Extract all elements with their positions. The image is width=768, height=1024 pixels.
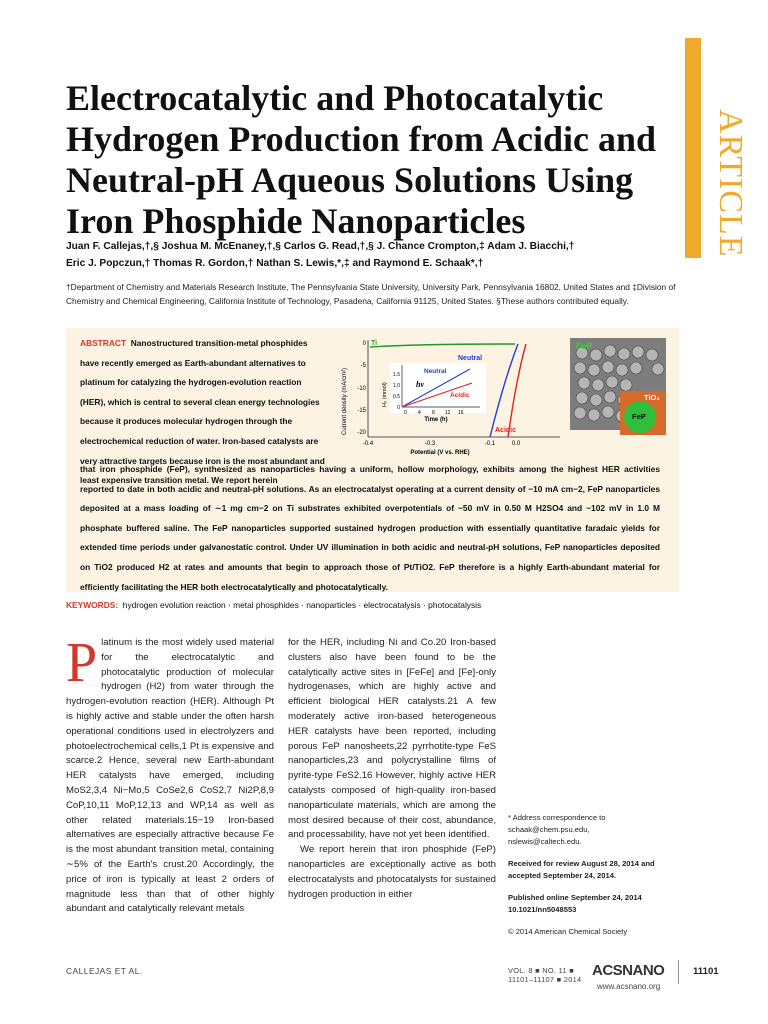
inset-x-tick-4: 16 [458, 410, 464, 416]
x-tick-1: -0.3 [424, 441, 436, 447]
received-dates: Received for review August 28, 2014 and accepted September 24, 2014. [508, 859, 655, 880]
toc-figure [340, 335, 668, 457]
doi[interactable]: 10.1021/nn5048553 [508, 905, 577, 914]
abstract-label: ABSTRACT [80, 338, 127, 348]
journal-website-link[interactable]: www.acsnano.org [597, 982, 661, 991]
inset-y-tick-3: 0 [397, 405, 400, 411]
inset-neutral-label: Neutral [424, 368, 447, 375]
keywords-label: KEYWORDS: [66, 600, 119, 610]
ti-label: Ti [371, 340, 378, 347]
inset-x-tick-1: 4 [418, 410, 421, 416]
neutral-curve [490, 344, 518, 437]
email-2[interactable]: nslewis@caltech.edu. [508, 837, 582, 846]
x-axis-label: Potential (V vs. RHE) [410, 450, 470, 456]
acidic-label: Acidic [495, 427, 517, 434]
authors-line-2: Eric J. Popczun,† Thomas R. Gordon,† Nathan S. Lewis,*,‡ and Raymond E. Schaak*,† [66, 258, 484, 269]
hv-label: hv [416, 380, 424, 389]
keywords [66, 600, 679, 610]
footer-divider [678, 960, 679, 984]
authors-line-1: Juan F. Callejas,†,§ Joshua M. McEnaney,†,§ Carlos G. Read,†,§ J. Chance Crompton,‡ Adam J. Biacchi,† [66, 241, 575, 252]
body-col2-paragraph-2: We report herein that iron phosphide (FeP) nanoparticles are exceptionally active as both electrocatalysts and photocatalysts for sustained hydrogen production in either [288, 844, 496, 900]
body-column-2 [288, 636, 496, 902]
footer-authors: CALLEJAS ET AL. [66, 966, 143, 976]
inset-x-tick-2: 8 [432, 410, 435, 416]
article-notes [508, 812, 668, 948]
article-tab-bar [685, 38, 701, 258]
acsnano-logo: ACSNANO [592, 962, 665, 979]
x-tick-3: 0.0 [511, 441, 521, 447]
article-title: Electrocatalytic and Photocatalytic Hydrogen Production from Acidic and Neutral-pH Aqueous Solutions Using Iron Phosphide Nanoparticles [66, 78, 657, 241]
tio2-label: TiO₂ [644, 393, 660, 402]
y-tick-1: -5 [360, 363, 366, 369]
body-col2-paragraph-1: for the HER, including Ni and Co.20 Iron-based clusters also have been found to be the catalytically active sites in [FeFe] and [Fe]-only hydrogenases, which are highly active and efficient biological HER catalysts.21 A few moderately active iron-based heterogeneous HER catalysts have been reported, including porous FeP nanosheets,22 pyrrhotite-type FeS nanoparticles,23 and polycrystalline films of pyrite-type FeS2.16 However, highly active HER catalysts composed of high-quality iron-based nanoparticulate materials, which are among the most desired because of their cost, abundance, and processability, have not yet been identified. [288, 637, 496, 841]
affiliations: †Department of Chemistry and Materials Research Institute, The Pennsylvania State University, University Park, Pennsylvania 16802, United States and ‡Division of Chemistry and Chemical Engineering, California Institute of Technology, Pasadena, California 91125, United States. §These authors contributed equally. [66, 282, 676, 306]
inset-y-tick-1: 1.0 [393, 383, 400, 389]
author-list [66, 238, 666, 272]
footer-volume: VOL. 8 ■ NO. 11 ■ 11101–11107 ■ 2014 [508, 966, 582, 984]
inset-y-tick-0: 1.5 [393, 372, 400, 378]
inset-acidic-label: Acidic [450, 392, 470, 399]
inset-x-tick-0: 0 [404, 410, 407, 416]
body-column-1 [66, 632, 274, 917]
y-tick-2: -10 [357, 386, 366, 392]
inset-y-label: H₂ (mmol) [382, 382, 388, 407]
fep-image-label: FeP [576, 341, 593, 351]
page-number: 11101 [693, 966, 719, 977]
keywords-text: hydrogen evolution reaction · metal phosphides · nanoparticles · electrocatalysis · photocatalysis [122, 600, 482, 610]
abstract-full: that iron phosphide (FeP), synthesized as nanoparticles having a uniform, hollow morphology, exhibits among the highest HER activities reported to date in both acidic and neutral-pH solutions. As an electrocatalyst operating at a current density of −10 mA cm−2, FeP nanoparticles deposited at a mass loading of ∼1 mg cm−2 on Ti substrates exhibited overpotentials of −50 mV in 0.50 M H2SO4 and −102 mV in 1.0 M phosphate buffered saline. The FeP nanoparticles supported sustained hydrogen production with essentially quantitative faradaic yields for extended time periods under galvanostatic control. Under UV illumination in both acidic and neutral-pH solutions, FeP nanoparticles deposited on TiO2 produced H2 at rates and amounts that begin to approach those of Pt/TiO2. FeP therefore is a highly Earth-abundant material for efficiently facilitating the HER both electrocatalytically and photocatalytically. [80, 464, 660, 592]
correspondence-label: * Address correspondence to [508, 813, 606, 822]
y-tick-0: 0 [362, 341, 366, 347]
published-date: Published online September 24, 2014 [508, 893, 642, 902]
neutral-label: Neutral [458, 355, 483, 362]
x-tick-0: -0.4 [362, 441, 374, 447]
copyright: © 2014 American Chemical Society [508, 927, 628, 936]
y-tick-3: -15 [357, 408, 366, 414]
body-col1-text: latinum is the most widely used material for the electrocatalytic and photocatalytic production of molecular hydrogen (H2) from water through the hydrogen-evolution reaction (HER). Although Pt is highly active and stable under the often harsh operational conditions used in electrolyzers and photoelectrochemical cells,1 Pt is expensive and scarce.2 Hence, several new Earth-abundant HER catalysts have emerged, including MoS2,3,4 Ni−Mo,5 CoSe2,6 CoS2,7 Ni2P,8,9 CoP,10,11 MoP,12,13 and WP,14 as well as other related materials.15−19 Iron-based alternatives are especially attractive because Fe is the most abundant transition metal, containing ∼5% of the Earth's crust.20 Accordingly, the price of iron is typically at least 2 orders of magnitude less than that of other highly abundant and catalytically relevant metals [66, 637, 274, 915]
inset-x-tick-3: 12 [445, 410, 451, 416]
inset-y-tick-2: 0.5 [393, 394, 400, 400]
ti-curve [370, 344, 515, 347]
drop-cap: P [66, 632, 98, 694]
abstract-left-text: Nanostructured transition-metal phosphides have recently emerged as Earth-abundant alternatives to platinum for catalyzing the hydrogen-evolution reaction (HER), which is central to several clean energy technologies because it produces molecular hydrogen through the electrochemical reduction of water. Iron-based catalysts are very attractive targets because iron is the most abundant and least expensive transition metal. We report herein [80, 338, 325, 486]
x-tick-2: -0.1 [484, 441, 496, 447]
article-side-label: ARTICLE [712, 109, 749, 258]
y-tick-4: -20 [357, 430, 366, 436]
email-1[interactable]: schaak@chem.psu.edu, [508, 825, 590, 834]
acidic-curve [508, 344, 526, 437]
inset-x-label: Time (h) [424, 417, 448, 423]
fep-map-label: FeP [632, 412, 646, 421]
y-axis-label: Current density (mA/cm²) [342, 367, 348, 435]
